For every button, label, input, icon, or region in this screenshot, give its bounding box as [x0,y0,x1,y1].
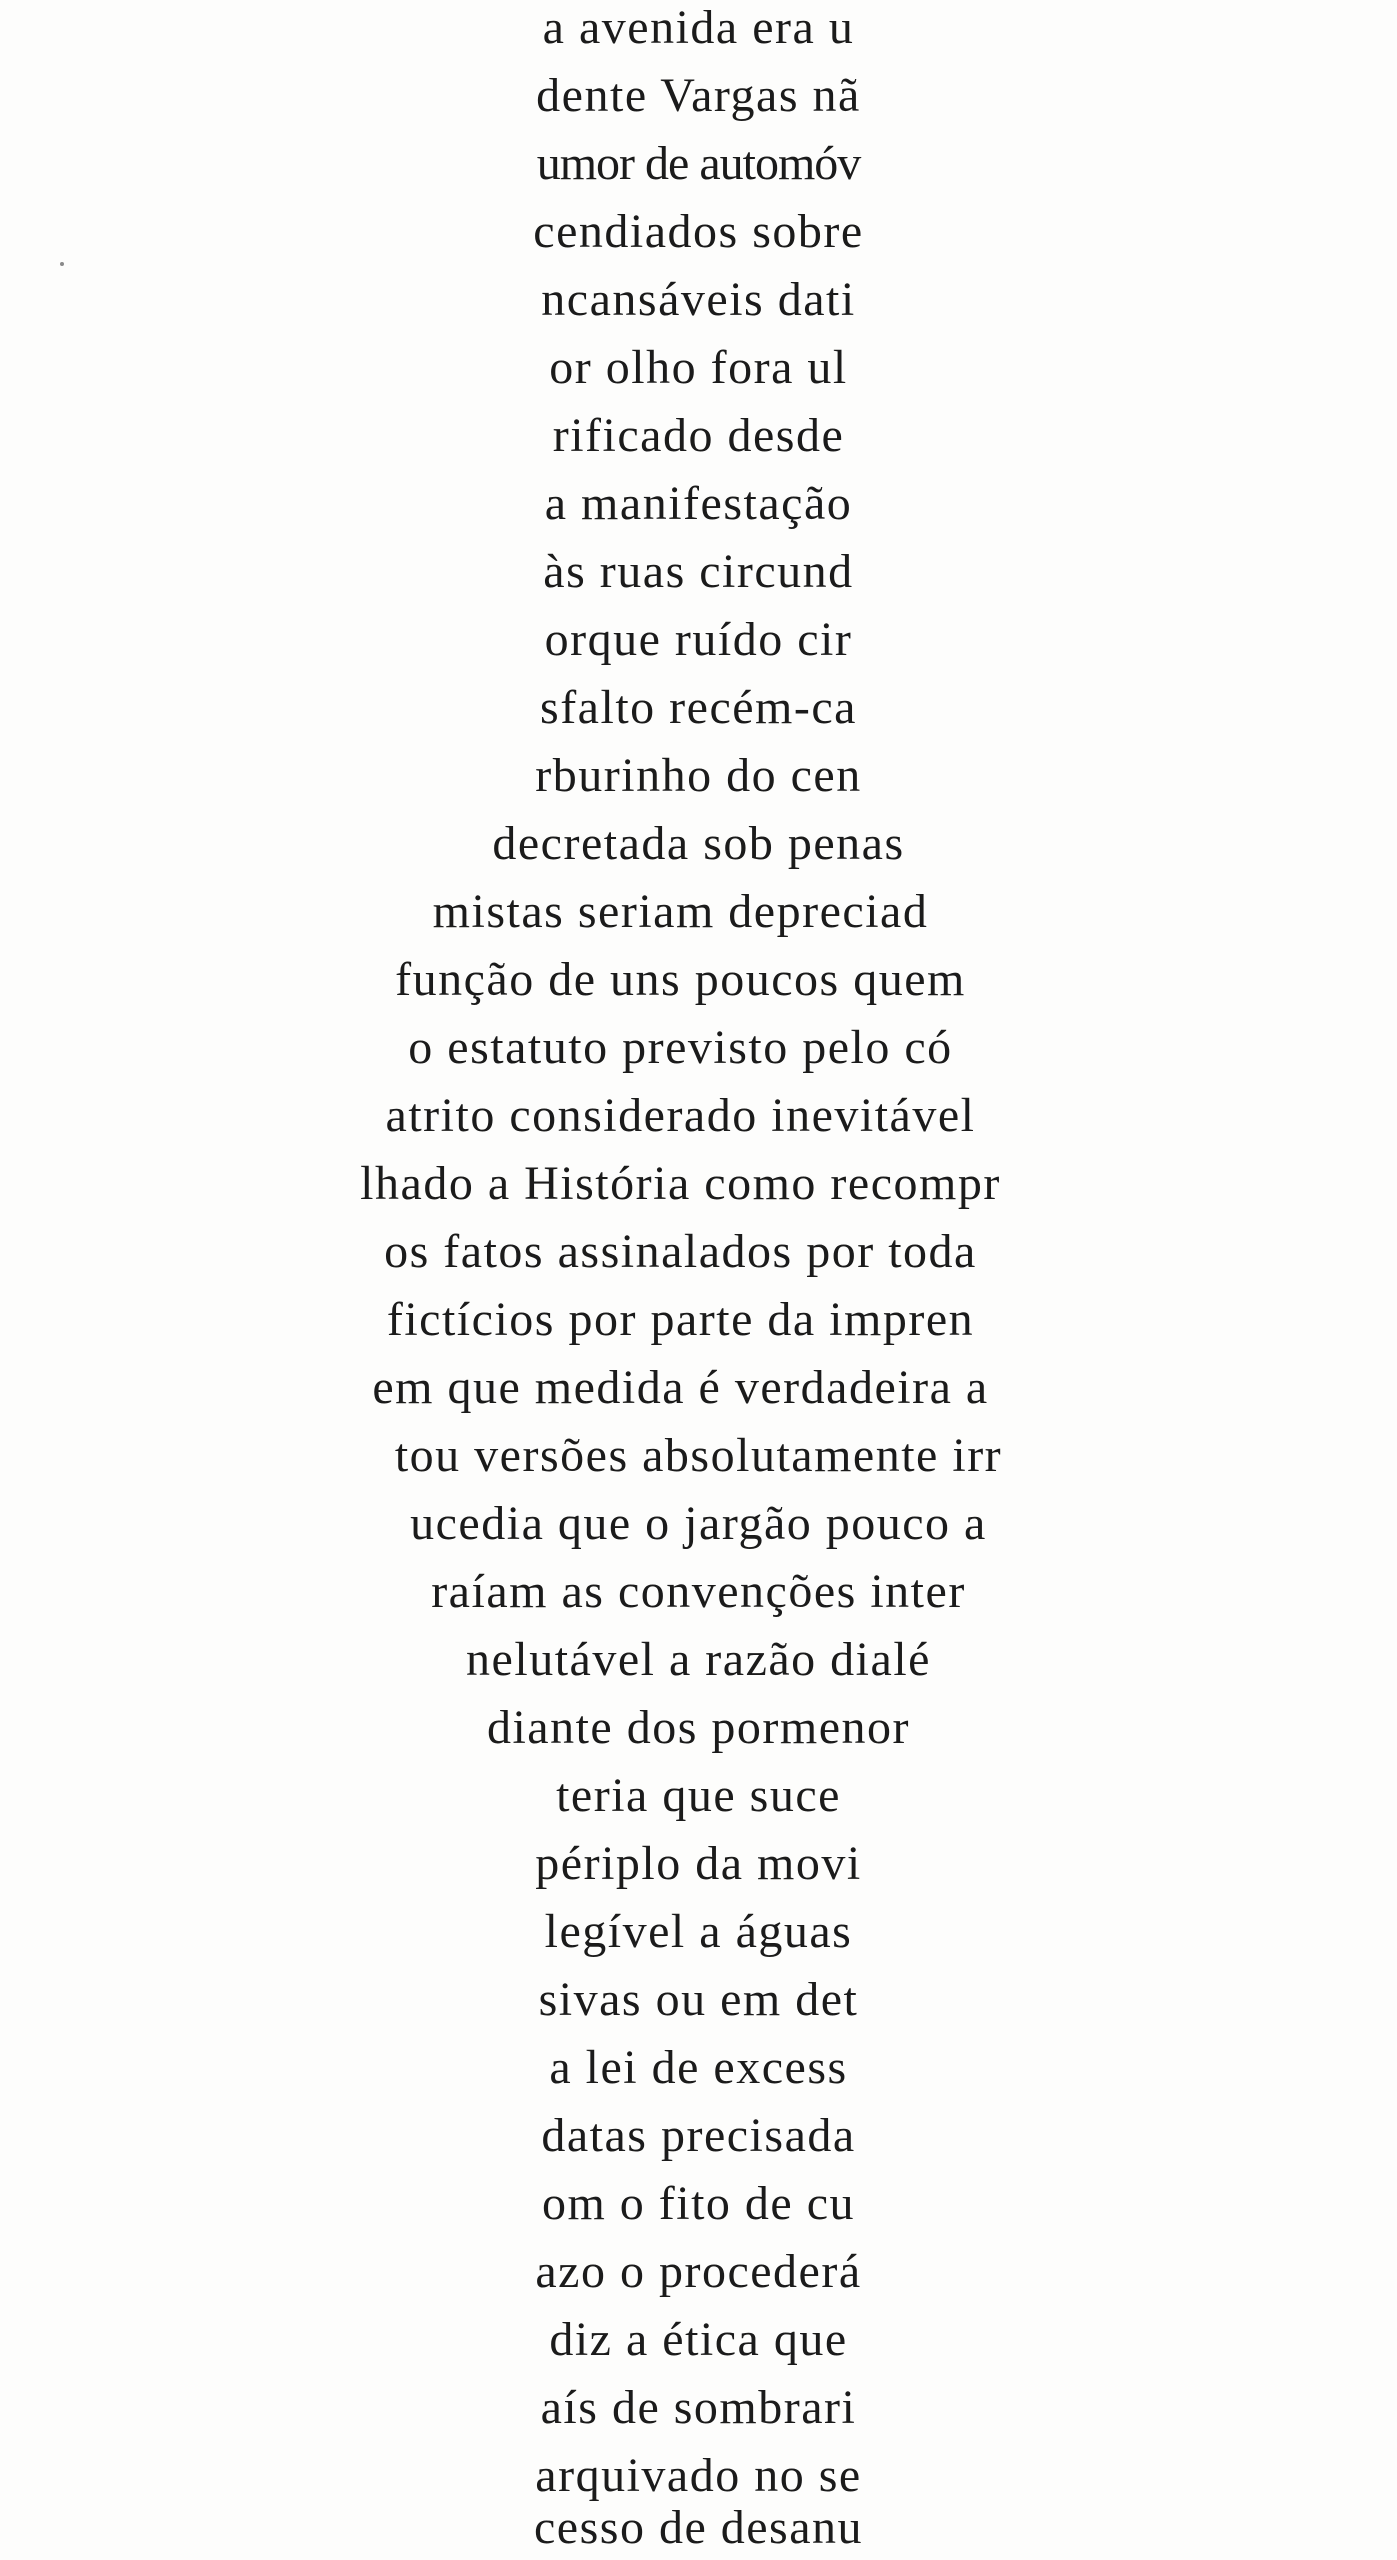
poem-line: os fatos assinalados por toda [384,1225,977,1278]
poem-line: sivas ou em det [538,1973,859,2026]
poem-line: rificado desde [552,409,845,462]
poem-line: azo o procederá [535,2245,862,2298]
poem-line: diz a ética que [549,2313,848,2366]
poem-line: dente Vargas nã [536,69,861,122]
poem-line: ucedia que o jargão pouco a [410,1497,987,1550]
poem-line: a avenida era u [542,1,855,54]
poem-line: diante dos pormenor [486,1701,911,1754]
poem-line: a manifestação [544,477,853,530]
poem-line: cendiados sobre [533,205,864,258]
poem-line: cesso de desanu [533,2501,864,2554]
poem-line: fictícios por parte da impren [386,1293,975,1346]
poem-line: função de uns poucos quem [395,953,966,1006]
poem-line: om o fito de cu [541,2177,856,2230]
poem-line: or olho fora ul [549,341,848,394]
poem-line: périplo da movi [535,1837,862,1890]
poem-line: nelutável a razão dialé [466,1633,931,1686]
poem-line: o estatuto previsto pelo có [408,1021,953,1074]
poem-line: às ruas circund [543,545,854,598]
poem-line: lhado a História como recompr [360,1157,1001,1210]
poem-line: legível a águas [544,1905,853,1958]
poem-line: decretada sob penas [492,817,905,870]
poem-line: datas precisada [541,2109,856,2162]
poem-line: sfalto recém-ca [540,681,857,734]
poem-line: teria que suce [556,1769,841,1822]
poem-line: tou versões absolutamente irr [394,1429,1003,1482]
poem-line: orque ruído cir [544,613,853,666]
poem-line: raíam as convenções inter [431,1565,966,1618]
poem-line: mistas seriam depreciad [432,885,929,938]
poem-line: ncansáveis dati [541,273,856,326]
poem-line: atrito considerado inevitável [385,1089,976,1142]
poem-line: arquivado no se [535,2449,862,2502]
poem-line: rburinho do cen [535,749,862,802]
poem-line: a lei de excess [549,2041,848,2094]
poem-line: umor de automóv [536,137,861,190]
paper-speck [60,262,64,266]
poem-line: em que medida é verdadeira a [372,1361,989,1414]
poem-line: aís de sombrari [540,2381,857,2434]
